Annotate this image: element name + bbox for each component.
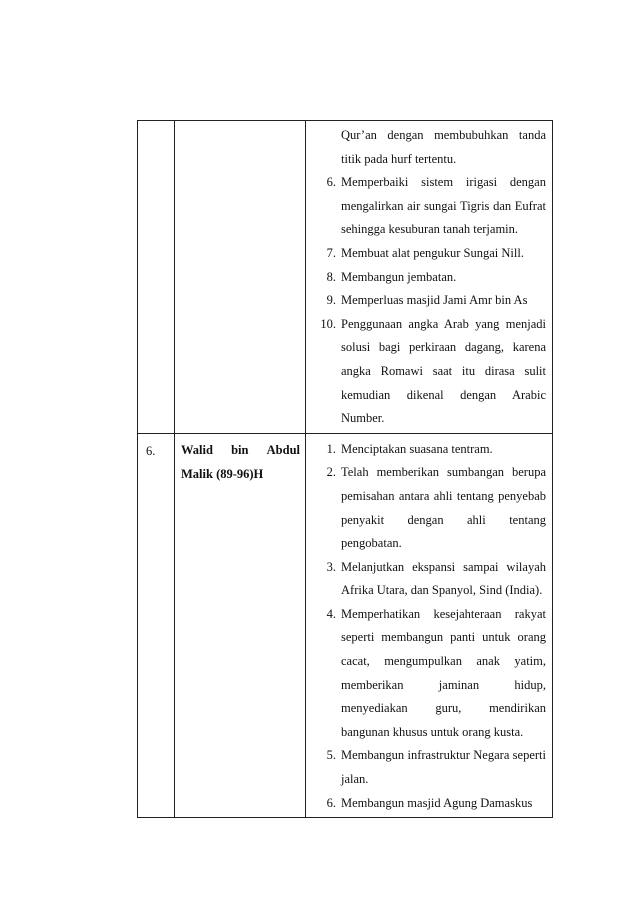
continuation-text: Qur’an dengan membubuhkan tanda titik pada hurf tertentu. xyxy=(341,128,546,166)
list-item xyxy=(312,438,546,462)
list-item xyxy=(312,744,546,791)
item-number: 3. xyxy=(326,559,336,574)
table-row xyxy=(138,121,553,434)
item-text: Menciptakan suasana tentram. xyxy=(341,441,493,456)
list-item xyxy=(312,461,546,555)
caliph-name-cell xyxy=(175,433,306,818)
achievements-cell xyxy=(306,121,553,434)
item-number: 8. xyxy=(326,269,336,284)
row-number-cell xyxy=(138,433,175,818)
item-text: Membangun infrastruktur Negara seperti jalan. xyxy=(341,748,546,787)
table-row xyxy=(138,433,553,818)
caliph-name: Walid bin Abdul Malik (89-96)H xyxy=(181,442,300,481)
item-text: Telah memberikan sumbangan berupa pemisahan antara ahli tentang penyebab penyakit dengan ahli tentang pengobatan. xyxy=(341,465,546,551)
item-text: Membuat alat pengukur Sungai Nill. xyxy=(341,245,524,260)
item-text: Penggunaan angka Arab yang menjadi solusi bagi perkiraan dagang, karena angka Romawi saat itu dirasa sulit kemudian dikenal dengan Arabic Number. xyxy=(341,316,546,426)
row-number: 6. xyxy=(146,443,156,458)
list-item xyxy=(312,242,546,266)
item-number: 6. xyxy=(326,795,336,810)
list-item xyxy=(312,266,546,290)
item-text: Memperluas masjid Jami Amr bin As xyxy=(341,293,528,308)
item-number: 4. xyxy=(326,606,336,621)
row-number-cell xyxy=(138,121,175,434)
item-number: 1. xyxy=(326,441,336,456)
list-item xyxy=(312,792,546,816)
list-item xyxy=(312,603,546,745)
caliph-name-cell xyxy=(175,121,306,434)
list-item xyxy=(312,556,546,603)
history-table xyxy=(137,120,553,818)
item-text: Membangun masjid Agung Damaskus xyxy=(341,795,533,810)
achievement-list xyxy=(306,171,552,433)
item-text: Melanjutkan ekspansi sampai wilayah Afrika Utara, dan Spanyol, Sind (India). xyxy=(341,559,546,598)
list-item xyxy=(312,289,546,313)
item-number: 5. xyxy=(326,748,336,763)
item-number: 9. xyxy=(326,293,336,308)
item-text: Membangun jembatan. xyxy=(341,269,457,284)
list-item xyxy=(312,171,546,242)
item-text: Memperhatikan kesejahteraan rakyat seperti membangun panti untuk orang cacat, mengumpulkan anak yatim, memberikan jaminan hidup, menyediakan guru, mendirikan bangunan khusus untuk orang kusta. xyxy=(341,606,546,739)
item-text: Memperbaiki sistem irigasi dengan mengalirkan air sungai Tigris dan Eufrat sehingga kesuburan tanah terjamin. xyxy=(341,175,546,237)
achievement-list xyxy=(306,434,552,818)
item-number: 7. xyxy=(326,245,336,260)
item-number: 2. xyxy=(326,465,336,480)
achievements-cell xyxy=(306,433,553,818)
item-number: 6. xyxy=(326,175,336,190)
list-item xyxy=(312,313,546,431)
item-number: 10. xyxy=(320,316,336,331)
